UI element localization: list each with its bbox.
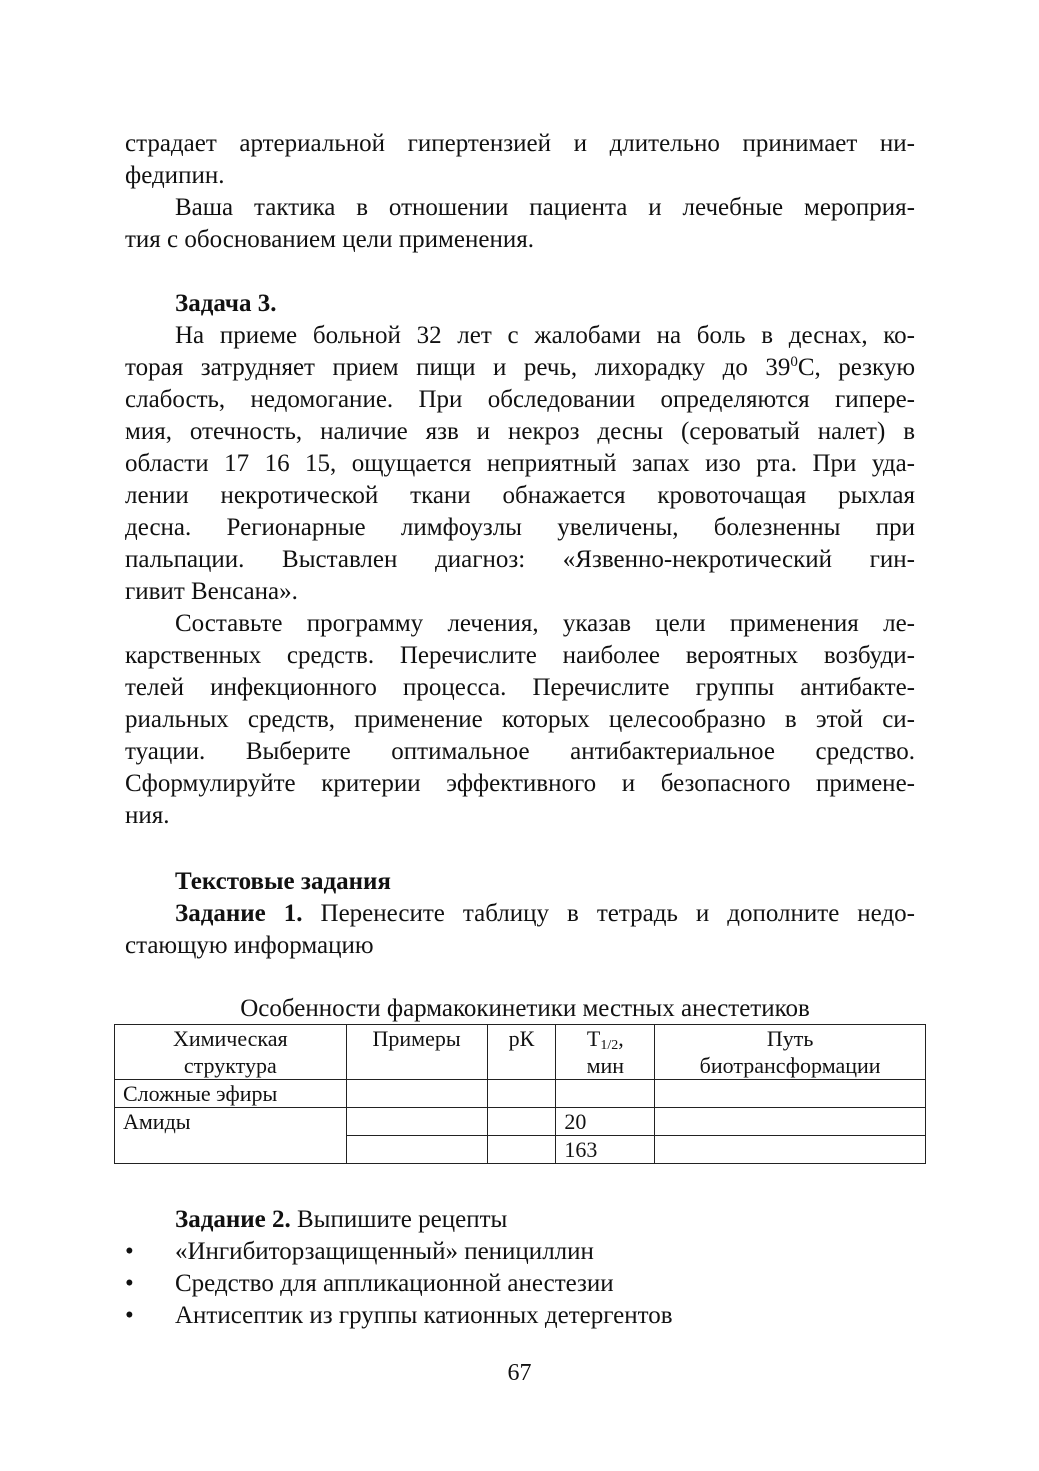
- task-1-label: Задание 1.: [175, 900, 303, 927]
- text-line: десна. Регионарные лимфоузлы увеличены, болезненны при: [125, 514, 915, 541]
- text-tasks-heading: Текстовые задания: [175, 868, 391, 895]
- text-line: гивит Венсана».: [125, 578, 298, 605]
- table-cell: [487, 1108, 556, 1136]
- text-line: области 17 16 15, ощущается неприятный запах изо рта. При уда-: [125, 450, 915, 477]
- text-line: пальпации. Выставлен диагноз: «Язвенно-некротический гин-: [125, 546, 915, 573]
- bullet-icon: •: [125, 1302, 134, 1329]
- header-biotransformation: [655, 1025, 926, 1080]
- task-2-line: [125, 1204, 915, 1236]
- bullet-icon: •: [125, 1270, 134, 1297]
- list-item: [125, 1268, 925, 1300]
- header-text: биотрансформации: [699, 1053, 881, 1078]
- header-text: структура: [183, 1053, 277, 1078]
- table-cell: Амиды: [115, 1108, 347, 1164]
- task-3-heading: Задача 3.: [175, 290, 277, 317]
- text-fragment: Выпишите рецепты: [290, 1206, 508, 1233]
- list-item: [125, 1300, 925, 1332]
- text-line: Составьте программу лечения, указав цели применения ле-: [175, 610, 915, 637]
- task-2-label: Задание 2.: [175, 1206, 291, 1233]
- header-text: Химическая: [172, 1026, 288, 1051]
- text-line: Ваша тактика в отношении пациента и лечебные мероприя-: [175, 194, 915, 221]
- text-line: мия, отечность, наличие язв и некроз десны (сероватый налет) в: [125, 418, 915, 445]
- table-cell: [346, 1080, 487, 1108]
- table-cell: [655, 1108, 926, 1136]
- page-number: 67: [507, 1360, 532, 1386]
- table-cell: 20: [556, 1108, 655, 1136]
- list-item-text: Средство для аппликационной анестезии: [175, 1270, 614, 1297]
- text-line: стающую информацию: [125, 932, 374, 959]
- table-caption: Особенности фармакокинетики местных анестетиков: [240, 995, 810, 1022]
- text-line: На приеме больной 32 лет с жалобами на боль в деснах, ко-: [175, 322, 915, 349]
- list-item: [125, 1236, 925, 1268]
- text-line: слабость, недомогание. При обследовании определяются гипере-: [125, 386, 915, 413]
- list-item-text: «Ингибиторзащищенный» пенициллин: [175, 1238, 594, 1265]
- text-line: федипин.: [125, 162, 225, 189]
- header-text: ,: [618, 1026, 624, 1051]
- text-tasks-section: [125, 866, 915, 962]
- table-cell: [655, 1080, 926, 1108]
- header-examples: Примеры: [346, 1025, 487, 1080]
- bullet-icon: •: [125, 1238, 134, 1265]
- header-pk: рК: [487, 1025, 556, 1080]
- text-line-with-temperature: [125, 352, 915, 384]
- header-text: Т: [586, 1026, 601, 1051]
- text-line: страдает артериальной гипертензией и длительно принимает ни-: [125, 130, 915, 157]
- table-cell: [346, 1136, 487, 1164]
- prescription-list: [125, 1236, 925, 1332]
- table-cell: 163: [556, 1136, 655, 1164]
- table-header-row: [115, 1025, 926, 1080]
- table-row: [115, 1108, 926, 1136]
- text-fragment: С, резкую: [797, 354, 915, 381]
- degree-superscript: 0: [790, 354, 798, 370]
- task-1-line: [125, 898, 915, 930]
- task-3-section: [125, 288, 915, 832]
- text-line: туации. Выберите оптимальное антибактериальное средство.: [125, 738, 915, 765]
- pharmacokinetics-table: [114, 1024, 926, 1164]
- table-cell: [556, 1080, 655, 1108]
- table-cell: [655, 1136, 926, 1164]
- text-line: телей инфекционного процесса. Перечислите группы антибакте-: [125, 674, 915, 701]
- text-line: ния.: [125, 802, 170, 829]
- table-cell: [487, 1080, 556, 1108]
- table-cell: [487, 1136, 556, 1164]
- text-line: лении некротической ткани обнажается кровоточащая рыхлая: [125, 482, 915, 509]
- task-2-section: [125, 1204, 915, 1236]
- header-subscript: 1/2: [600, 1038, 619, 1053]
- header-half-life: [556, 1025, 655, 1080]
- header-chemical-structure: [115, 1025, 347, 1080]
- text-line: тия с обоснованием цели применения.: [125, 226, 534, 253]
- text-fragment: Перенесите таблицу в тетрадь и дополните недо-: [302, 900, 915, 927]
- paragraph-continued: [125, 128, 915, 256]
- text-line: риальных средств, применение которых целесообразно в этой си-: [125, 706, 915, 733]
- list-item-text: Антисептик из группы катионных детергентов: [175, 1302, 673, 1329]
- table-row: [115, 1080, 926, 1108]
- text-line: карственных средств. Перечислите наиболее вероятных возбуди-: [125, 642, 915, 669]
- table-cell: Сложные эфиры: [115, 1080, 347, 1108]
- text-fragment: торая затрудняет прием пищи и речь, лихорадку до 39: [125, 354, 791, 381]
- header-text: мин: [586, 1053, 625, 1078]
- text-line: Сформулируйте критерии эффективного и безопасного примене-: [125, 770, 915, 797]
- header-text: Путь: [766, 1026, 814, 1051]
- table-cell: [346, 1108, 487, 1136]
